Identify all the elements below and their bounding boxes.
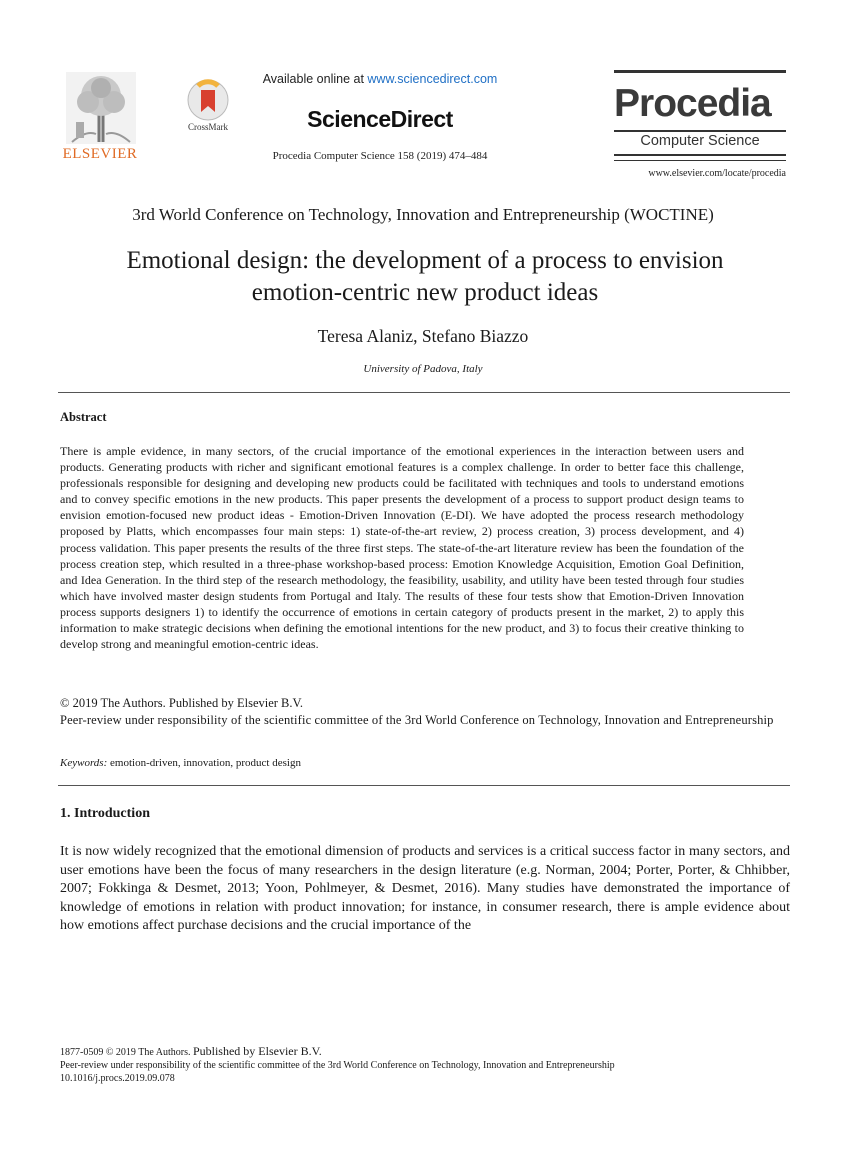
crossmark-label: CrossMark bbox=[188, 122, 228, 132]
footer-doi[interactable]: 10.1016/j.procs.2019.09.078 bbox=[60, 1073, 175, 1084]
peer-review-notice: Peer-review under responsibility of the scientific committee of the 3rd World Conference on Technology, Innovation and Entrepreneurship bbox=[60, 713, 774, 727]
sciencedirect-link[interactable]: www.sciencedirect.com bbox=[367, 72, 498, 86]
elsevier-logo bbox=[60, 68, 140, 168]
sciencedirect-logo: ScienceDirect bbox=[307, 106, 453, 132]
footer-published: Published by Elsevier B.V. bbox=[192, 1044, 322, 1058]
elsevier-wordmark: ELSEVIER bbox=[62, 146, 138, 162]
keywords-label: Keywords: bbox=[60, 757, 108, 769]
divider-bottom bbox=[58, 785, 790, 786]
procedia-rule-bottom-thin bbox=[614, 160, 786, 161]
paper-title-line-1: Emotional design: the development of a process to envision bbox=[126, 247, 724, 274]
procedia-rule-mid bbox=[614, 130, 786, 132]
section-heading-introduction: 1. Introduction bbox=[60, 806, 150, 821]
journal-reference: Procedia Computer Science 158 (2019) 474–484 bbox=[272, 150, 488, 162]
procedia-rule-top bbox=[614, 70, 786, 73]
page-footer bbox=[60, 1045, 800, 1085]
footer-issn-line bbox=[60, 1045, 800, 1059]
procedia-rule-bottom bbox=[614, 154, 786, 156]
abstract-heading: Abstract bbox=[60, 410, 107, 424]
paper-title-line-2: emotion-centric new product ideas bbox=[251, 279, 599, 306]
footer-peer-review: Peer-review under responsibility of the scientific committee of the 3rd World Conference on Technology, Innovation and Entrepreneurship bbox=[60, 1060, 615, 1071]
keywords-list: emotion-driven, innovation, product design bbox=[107, 757, 301, 769]
procedia-url[interactable]: www.elsevier.com/locate/procedia bbox=[648, 168, 786, 179]
footer-issn: 1877-0509 © 2019 The Authors. bbox=[60, 1047, 193, 1058]
procedia-logo: Procedia bbox=[614, 82, 771, 125]
abstract-text: There is ample evidence, in many sectors, of the crucial importance of the emotional experiences in the interaction between users and products. Generating products with richer and significant emotional features is a complex challenge. In order to better face this challenge, professionals responsible for designing and developing new products could be facilitated with techniques and tools to understand emotions and to convey specific emotions in the new products. This paper presents the development of a process to support product design teams to envision emotion-focused new product ideas - Emotion-Driven Innovation (E-DI). We have adopted the process research methodology proposed by Platts, which encompasses four main steps: 1) state-of-the-art review, 2) process creation, 3) process development, and 4) process validation. This paper presents the results of the three first steps. The state-of-the-art literature review has been the foundation of the process creation step, which resulted in a three-phase workshop-based process: Emotion Knowledge Acquisition, Emotion Goal Definition, and Idea Generation. In the third step of the research methodology, the feasibility, usability, and utility have been tested through four studies which have involved master design students from Portugal and Italy. The results of these four tests show that Emotion-Driven Innovation process supports designers 1) to identify the occurrence of emotions in certain category of products present in the market, 2) to apply this information to make strategic decisions when defining the emotional intentions for the new product, and 3) to focus their creative thinking to develop strong and meaningful emotion-centric ideas. bbox=[60, 444, 744, 652]
elsevier-tree-icon bbox=[66, 72, 136, 144]
affiliation: University of Padova, Italy bbox=[363, 363, 483, 375]
paper-title bbox=[60, 245, 790, 309]
keywords bbox=[60, 757, 790, 769]
introduction-text: It is now widely recognized that the emotional dimension of products and services is a critical success factor in many sectors, and user emotions have been the focus of many researchers in the design literature (e.g. Norman, 2004; Porter, Porter, & Chhibber, 2007; Fokkinga & Desmet, 2013; Yoon, Pohlmeyer, & Desmet, 2016). Many studies have demonstrated the importance of knowledge of emotions in relation with product innovation; for instance, in consumer research, there is ample evidence about how emotions affect purchase decisions and the crucial importance of the bbox=[60, 844, 790, 933]
available-prefix: Available online at bbox=[262, 72, 368, 86]
procedia-subtitle: Computer Science bbox=[640, 133, 760, 149]
divider-top bbox=[58, 392, 790, 393]
copyright-notice: © 2019 The Authors. Published by Elsevier B.V. bbox=[60, 696, 304, 710]
available-online bbox=[200, 72, 560, 86]
authors: Teresa Alaniz, Stefano Biazzo bbox=[317, 326, 529, 346]
conference-name: 3rd World Conference on Technology, Innovation and Entrepreneurship (WOCTINE) bbox=[132, 205, 714, 224]
